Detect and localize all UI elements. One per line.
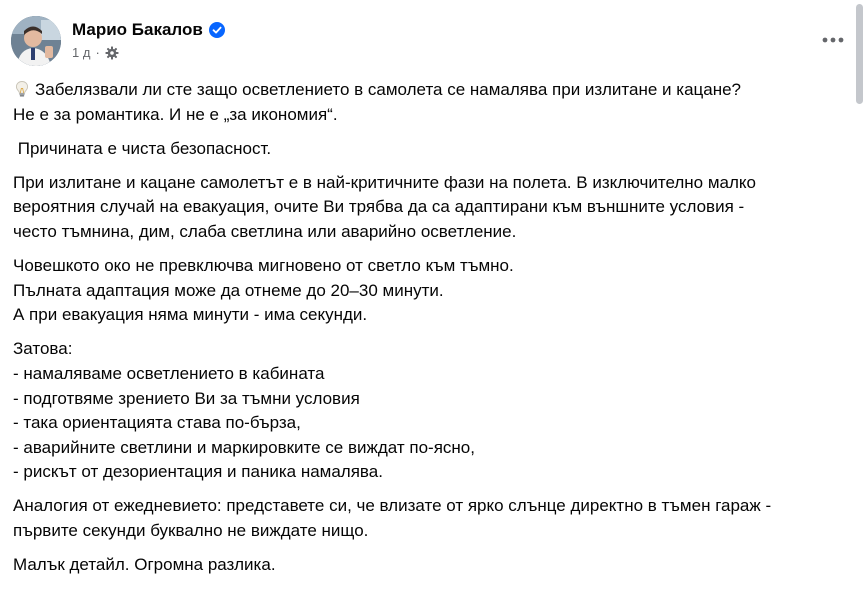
post-paragraph [13, 78, 849, 127]
lightbulb-icon [13, 80, 31, 98]
post-timestamp[interactable]: 1 д [72, 45, 91, 60]
post-line: Пълната адаптация може да отнеме до 20–30 минути. [13, 280, 444, 300]
avatar-photo [11, 16, 61, 66]
post-line: Затова: [13, 339, 73, 359]
post-paragraph [13, 553, 849, 578]
more-dots-icon [822, 37, 844, 43]
gear-icon[interactable] [105, 46, 119, 60]
scrollbar-thumb[interactable] [856, 4, 863, 104]
post-paragraph [13, 171, 849, 245]
post-list-item: - намаляваме осветлението в кабината [13, 363, 325, 383]
post-header [0, 0, 863, 72]
post-line: Малък детайл. Огромна разлика. [13, 555, 276, 575]
avatar[interactable] [11, 16, 61, 66]
scrollbar[interactable] [856, 0, 863, 589]
post-line: първите секунди буквално не виждате нищо. [13, 521, 369, 540]
post-line: А при евакуация няма минути - има секунди. [13, 305, 368, 325]
post-line: Причината е чиста безопасност. [13, 138, 272, 158]
post-line: често тъмнина, дим, слаба светлина или аварийно осветление. [13, 221, 517, 241]
post-line: Човешкото око не превключва мигновено от светло към тъмно. [13, 256, 514, 276]
post-paragraph [13, 254, 849, 328]
post-text [13, 78, 849, 587]
post-line: вероятния случай на евакуация, очите Ви трябва да са адаптирани към външните условия - [13, 197, 745, 217]
post-list-item: - подготвяме зрението Ви за тъмни условия [13, 388, 360, 408]
post-line: Не е за романтика. И не е „за икономия“. [13, 104, 338, 124]
post-line-text: Забелязвали ли сте защо осветлението в самолета се намалява при излитане и кацане? [35, 80, 742, 99]
more-options-button[interactable] [815, 22, 851, 58]
post-list-item: - рискът от дезориентация и паника намалява. [13, 462, 383, 482]
meta-separator: · [95, 45, 100, 60]
author-name[interactable]: Марио Бакалов [72, 20, 203, 39]
post-line [13, 78, 849, 103]
post-meta [72, 44, 119, 62]
post-paragraph [13, 137, 849, 162]
post-list-item: - аварийните светлини и маркировките се виждат по-ясно, [13, 437, 475, 457]
author-line [72, 19, 225, 41]
post-paragraph [13, 494, 849, 543]
verified-badge-icon [209, 22, 225, 38]
post-line: Аналогия от ежедневието: представете си, че влизате от ярко слънце директно в тъмен гараж - [13, 496, 772, 516]
post-paragraph [13, 337, 849, 485]
post-line: При излитане и кацане самолетът е в най-критичните фази на полета. В изключително малко [13, 172, 757, 192]
post-list-item: - така ориентацията става по-бърза, [13, 413, 301, 433]
